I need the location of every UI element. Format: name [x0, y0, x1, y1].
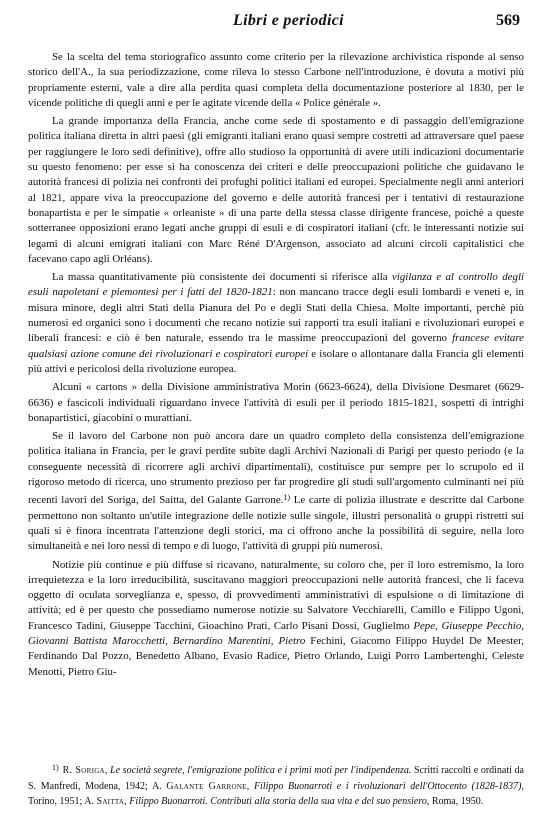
text-run: Le carte di polizia illustrate e descritte dal Carbone permettono non soltanto un'utile integrazione delle notizie sulle singole, illustri personalità o gruppi ristretti sui quali si è finora incentrata l'attenzione degli storici, ma ci offrono anche la possibilità di seguire, nella loro simultaneità e nei loro nessi di tempo e di luogo, l'attività di gruppi più numerosi.	[28, 494, 524, 553]
footnote-text	[28, 760, 524, 810]
review-body	[28, 50, 524, 683]
text-run: Se la scelta del tema storiografico assunto come criterio per la rilevazione archivistica risponde al senso storico dell'A., la sua periodizzazione, come rileva lo stesso Carbone nell'introduzione, è dovuta a motivi più propriamente esterni, vale a dire alla perdita quasi completa della documentazione posteriore al 1830, per le vicende politiche di quegli anni e per le agitate vicende della « Police générale ».	[28, 51, 524, 109]
work-title: Filippo Buonarroti. Contributi alla storia della sua vita e del suo pensiero	[129, 796, 427, 808]
text-run: Fechini, Giacomo Filippo Huydel De Meester, Ferdinando Dal Pozzo, Benedetto Albano, Evasio Radice, Pietro Orlando, Luigi Porro Lambertenghi, Celeste Menotti, Pietro Giu-	[28, 634, 524, 678]
author-name: Saitta	[96, 796, 125, 808]
italic-text: vigilanza e al controllo degli esuli napoletani e piemontesi per i fatti del 1820-1821	[28, 271, 524, 299]
italic-text: Pepe, Giuseppe Pecchio, Giovanni Battista Marocchetti, Bernardino Marentini, Pietro	[28, 619, 525, 647]
body-paragraph	[28, 50, 524, 111]
text-run: e isolare o allontanare dalla Francia gli elementi più attivi e pericolosi della rivoluzione europea.	[28, 347, 524, 375]
text-run: , Torino, 1951; A.	[28, 780, 524, 808]
text-run: ,	[246, 780, 254, 792]
footnote-reference: 1)	[283, 493, 291, 503]
page-header	[0, 0, 550, 36]
body-paragraph	[28, 270, 524, 377]
body-paragraph	[28, 380, 524, 426]
text-run: , Roma, 1950.	[426, 796, 484, 808]
footnote-marker: 1)	[52, 763, 59, 772]
body-paragraph	[28, 558, 524, 680]
body-paragraph	[28, 114, 524, 267]
text-run: La massa quantitativamente più consistente dei documenti si riferisce alla	[52, 271, 392, 284]
running-title: Libri e periodici	[233, 12, 344, 29]
text-run: Se il lavoro del Carbone non può ancora dare un quadro completo della consistenza dell'emigrazione politica italiana in Francia, per le gravi perdite subite dagli Archivi Nazionali di Parigi per questo periodo (e la conseguente necessità di ricorrere agli archivi dipartimentali), costituisce pur sempre per lo scrupolo ed il rigoroso metodo di ricerca, uno strumento prezioso per far progredire gli studi sull'argomento culminanti nei più recenti lavori del Soriga, del Saitta, del Galante Garrone.	[28, 430, 524, 507]
text-run: ,	[104, 765, 111, 776]
author-name: Galante Garrone	[166, 780, 247, 792]
work-title: Le società segrete, l'emigrazione politica e i primi moti per l'indipendenza.	[110, 765, 412, 776]
text-run: La grande importanza della Francia, anche come sede di spostamento e di passaggio dell'emigrazione politica italiana diretta in altri paesi (gli emigranti italiani erano quasi sempre costretti ad attraversare quel paese per raggiungere le loro sedi definitive), offre allo studioso la opportunità di avere utili indicazioni documentarie su questo fenomeno: per esse si ha conoscenza dei criteri e delle preoccupazioni politiche che guidavano le autorità francesi di polizia nei confronti dei profughi politici italiani ed europei. Specialmente negli anni anteriori al 1821, appare viva la preoccupazione del governo e delle autorità francesi per i tentativi di restaurazione bonapartista e per le simpatie « orleaniste » di una parte della stessa classe dirigente francese, poichè a queste sotterranee opposizioni erano legati anche gruppi di esuli e di cospiratori italiani (cfr. le interessanti notizie sui legami di alcuni emigrati italiani con Marc Réné D'Argenson, associato ad alcuni circoli capitalistici che facevano capo agli Orléans).	[28, 115, 524, 265]
text-run: Scritti raccolti e ordinati da S. Manfredi, Modena, 1942; A.	[28, 765, 524, 792]
body-paragraph	[28, 429, 524, 554]
text-run: ,	[124, 796, 130, 808]
text-run: : non mancano tracce degli esuli lombardi e veneti e, in misura minore, degli altri Stati della Pianura del Po e degli Stati della Chiesa. Molte importanti, perchè più numerosi ed organici sono i documenti che recano notizie sui rapporti tra esuli italiani e rivoluzionari europei e liberali francesi: e ciò è ben naturale, essendo tra le massime preoccupazioni del governo	[28, 286, 524, 345]
footnote	[28, 760, 524, 810]
text-run: Alcuni « cartons » della Divisione amministrativa Morin (6623-6624), della Divisione Desmaret (6629-6636) e fascicoli individuali riguardano invece l'attività di esuli per il periodo 1815-1821, sospetti di intrighi bonapartistici, giacobini o murattiani.	[28, 381, 524, 424]
work-title: Filippo Buonarroti e i rivoluzionari dell'Ottocento (1828-1837)	[253, 780, 522, 792]
text-run: Notizie più continue e più diffuse si ricavano, naturalmente, su coloro che, per il loro estremismo, la loro irrequietezza e la loro irreducibilità, suscitavano maggiori preoccupazioni nelle autorità francesi, che li faceva oggetto di oculata sorveglianza e, spesso, di provvedimenti amministrativi di espulsione o di limitazione di attività; ed è per questo che possediamo numerose notizie su Salvatore Vecchiarelli, Camillo e Filippo Ugoni, Francesco Tadini, Giuseppe Tacchini, Gioachino Prati, Carlo Pisani Dossi, Guglielmo	[28, 558, 524, 632]
italic-text: francese evitare qualsiasi azione comune dei rivoluzionari e cospiratori europei	[28, 332, 524, 360]
page-number: 569	[496, 12, 520, 29]
author-name: R. Soriga	[62, 765, 105, 776]
